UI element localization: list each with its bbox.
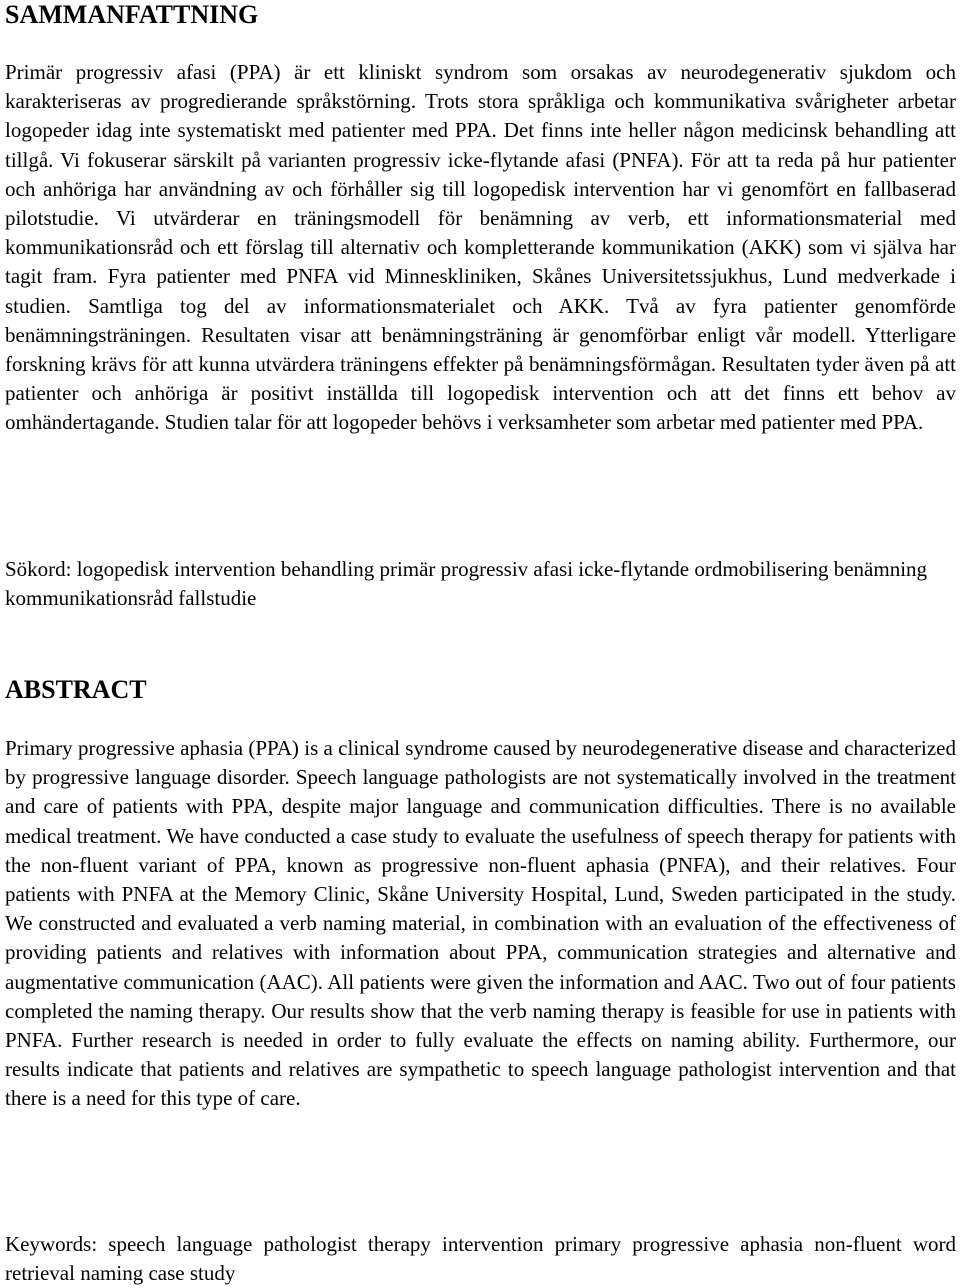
abstract-sentence: Vi utvärderar en träningsmodell för benämning av verb, ett informationsmaterial med kommunikationsråd och ett förslag till alternativ och kompletterande kommunikation (AKK) som vi själva har tagit fram. — [5, 206, 956, 289]
english-abstract — [5, 734, 956, 1114]
abstract-sentence: Primary progressive aphasia (PPA) is a clinical syndrome caused by neurodegenerative disease and characterized by progressive language disorder. — [5, 736, 956, 790]
abstract-sentence: Further research is needed in order to fully evaluate the effects on naming ability. — [71, 1028, 801, 1053]
swedish-keywords: Sökord: logopedisk intervention behandling primär progressiv afasi icke-flytande ordmobilisering benämning kommunikationsråd fallstudie — [5, 557, 928, 611]
english-heading: ABSTRACT — [5, 675, 147, 704]
abstract-sentence: Our results show that the verb naming therapy is feasible for use in patients with PNFA. — [5, 998, 957, 1053]
abstract-sentence: Vi fokuserar särskilt på varianten progressiv icke-flytande afasi (PNFA). — [60, 147, 684, 172]
abstract-sentence: För att ta reda på hur patienter och anhöriga har användning av och förhåller sig till logopedisk intervention har vi genomfört en fallbaserad pilotstudie. — [5, 147, 956, 231]
english-keywords: Keywords: speech language pathologist therapy intervention primary progressive aphasia non-fluent word retrieval naming case study — [5, 1232, 956, 1286]
abstract-sentence: Two out of four patients completed the naming therapy. — [5, 969, 956, 1023]
abstract-sentence: We constructed and evaluated a verb naming material, in combination with an evaluation of the effectiveness of providing patients and relatives with information about PPA, communication strategies and alternative and augmentative communication (AAC). — [5, 911, 956, 994]
abstract-sentence: Ytterligare forskning krävs för att kunna utvärdera träningens effekter på benämningsförmågan. — [5, 322, 957, 377]
abstract-sentence: Samtliga tog del av informationsmaterialet och AKK. — [88, 293, 610, 318]
abstract-sentence: Det finns inte heller någon medicinsk behandling att tillgå. — [5, 118, 957, 172]
swedish-heading: SAMMANFATTNING — [5, 0, 259, 29]
abstract-sentence: Fyra patienter med PNFA vid Minneskliniken, Skånes Universitetssjukhus, Lund medverkade i studien. — [5, 264, 956, 318]
abstract-sentence: Resultaten visar att benämningsträning är genomförbar enligt vår modell. — [201, 322, 856, 347]
abstract-sentence: Furthermore, our results indicate that patients and relatives are sympathetic to speech language pathologist intervention and that there is a need for this type of care. — [5, 1028, 957, 1111]
swedish-abstract — [5, 58, 956, 438]
abstract-sentence: Två av fyra patienter genomförde benämningsträningen. — [5, 293, 957, 347]
abstract-sentence: Trots stora språkliga och kommunikativa svårigheter arbetar logopeder idag inte systematiskt med patienter med PPA. — [5, 89, 956, 143]
abstract-sentence: All patients were given the information and AAC. — [327, 969, 748, 994]
abstract-sentence: There is no available medical treatment. — [5, 794, 956, 848]
abstract-sentence: Four patients with PNFA at the Memory Clinic, Skåne University Hospital, Lund, Sweden participated in the study. — [5, 852, 956, 907]
abstract-sentence: We have conducted a case study to evaluate the usefulness of speech therapy for patients with the non-fluent variant of PPA, known as progressive non-fluent aphasia (PNFA), and their relatives. — [5, 823, 957, 877]
abstract-sentence: Primär progressiv afasi (PPA) är ett kliniskt syndrom som orsakas av neurodegenerativ sjukdom och karakteriseras av progredierande språkstörning. — [5, 60, 956, 114]
abstract-sentence: Speech language pathologists are not systematically involved in the treatment and care of patients with PPA, despite major language and communication difficulties. — [5, 765, 956, 819]
abstract-sentence: Resultaten tyder även på att patienter och anhöriga är positivt inställda till logopedisk intervention och att det finns ett behov av omhändertagande. — [5, 352, 957, 435]
abstract-sentence: Studien talar för att logopeder behövs i verksamheter som arbetar med patienter med PPA. — [164, 410, 924, 435]
